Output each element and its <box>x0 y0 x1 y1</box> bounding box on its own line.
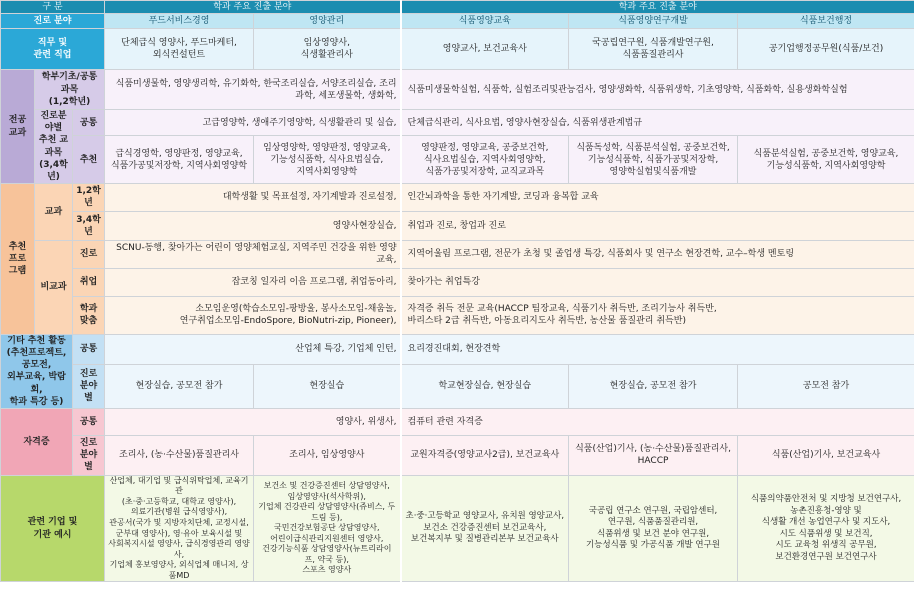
major-common-right: 단체급식관리, 식사요법, 영양사현장실습, 식품위생관계법규 <box>401 110 914 136</box>
job-cell-4: 국공립연구원, 식품개발연구원, 식품품질관리사 <box>569 29 738 70</box>
header-col-education: 식품영양교육 <box>401 14 569 29</box>
other-common-left: 산업체 특강, 기업체 인턴, <box>105 334 401 364</box>
program-career-right: 지역어울림 프로그램, 전문가 초청 및 졸업생 특강, 식품회사 및 연구소 현장견학, 교수–학생 멘토링 <box>401 240 914 268</box>
program-employ-right: 찾아가는 취업특강 <box>401 268 914 296</box>
other-cell-3: 학교현장실습, 현장실습 <box>401 364 569 408</box>
major-common-left: 고급영양학, 생애주기영양학, 식생활관리 및 실습, <box>105 110 401 136</box>
program-career-left: SCNU-동행, 찾아가는 어린이 영양체험교실, 지역주민 건강을 위한 영양교육, <box>105 240 401 268</box>
program-y34-left: 영양사현장실습, <box>105 211 401 240</box>
program-extra-label: 비교과 <box>35 240 73 334</box>
header-col-research: 식품영양연구개발 <box>569 14 738 29</box>
program-custom-right: 자격증 취득 전문 교육(HACCP 팀장교육, 식품기사 취득반, 조리기능사 취득반, 바리스타 2급 취득반, 아동요리지도사 취득반, 농산물 품질관리 취득반) <box>401 296 914 334</box>
program-career-label: 진로 <box>73 240 105 268</box>
major-label: 전공 교과 <box>1 70 35 184</box>
other-cell-5: 공모전 참가 <box>738 364 914 408</box>
cert-common-left: 영양사, 위생사, <box>105 408 401 435</box>
other-cell-2: 현장실습 <box>254 364 401 408</box>
cert-cell-5: 식품(산업)기사, 보건교육사 <box>738 435 914 475</box>
major-rec-cell-3: 영양판정, 영양교육, 공중보건학, 식사요법실습, 지역사회영양학, 식품가공및저장학, 교직교과목 <box>401 136 569 184</box>
job-cell-2: 임상영양사, 식생활관리사 <box>254 29 401 70</box>
job-label: 직무 및 관련 직업 <box>1 29 105 70</box>
program-y12-left: 대학생활 및 목표설정, 자기계발과 진로설정, <box>105 183 401 211</box>
cert-common-label: 공통 <box>73 408 105 435</box>
other-label: 기타 추천 활동 (추천프로젝트, 공모전, 외부교육, 박람회, 학과 특강 등) <box>1 334 73 408</box>
program-label: 추천 프로 그램 <box>1 183 35 334</box>
job-cell-1: 단체급식 영양사, 푸드마케터, 외식컨설턴트 <box>105 29 254 70</box>
cert-track-label: 진로 분야별 <box>73 435 105 475</box>
program-custom-label: 학과 맞춤 <box>73 296 105 334</box>
program-y34-label: 3,4학년 <box>73 211 105 240</box>
program-y12-right: 인간뇌과학을 통한 자기계발, 코딩과 융복합 교육 <box>401 183 914 211</box>
job-cell-3: 영양교사, 보건교육사 <box>401 29 569 70</box>
major-track-label: 진로분야별 추천 교과목 (3,4학년) <box>35 110 73 184</box>
major-basic-right: 식품미생물학실험, 식품학, 실험조리및관능검사, 영양생화학, 식품위생학, 기초영양학, 식품화학, 실용생화학실험 <box>401 70 914 110</box>
major-basic-label: 학부기초/공통과목 (1,2학년) <box>35 70 105 110</box>
major-rec-label: 추천 <box>73 136 105 184</box>
other-common-right: 요리경진대회, 현장견학 <box>401 334 914 364</box>
header-col-admin: 식품보건행정 <box>738 14 914 29</box>
org-label: 관련 기업 및 기관 예시 <box>1 475 105 581</box>
header-gubun: 구 분 <box>1 1 105 14</box>
cert-common-right: 컴퓨터 관련 자격증 <box>401 408 914 435</box>
cert-cell-3: 교원자격증(영양교사2급), 보건교육사 <box>401 435 569 475</box>
cert-cell-2: 조리사, 임상영양사 <box>254 435 401 475</box>
other-cell-1: 현장실습, 공모전 참가 <box>105 364 254 408</box>
program-y34-right: 취업과 진로, 창업과 진로 <box>401 211 914 240</box>
major-common-label: 공통 <box>73 110 105 136</box>
header-career: 진로 분야 <box>1 14 105 29</box>
org-cell-4: 국공립 연구소 연구원, 국립암센터, 연구원, 식품품질관리원, 식품위생 및 보건 분야 연구원, 기능성식품 및 가공식품 개발 연구원 <box>569 475 738 581</box>
major-basic-left: 식품미생물학, 영양생리학, 유기화학, 한국조리실습, 서양조리실습, 조리과학, 세포생물학, 생화학, <box>105 70 401 110</box>
org-cell-5: 식품의약품안전처 및 지방청 보건연구사, 농촌진흥청-영양 및 식생활 개선 농업연구사 및 지도사, 시도 식품위생 및 보건직, 시도 교육청 위생직 공무원, 보건환경연구원 보건연구사 <box>738 475 914 581</box>
header-field-right: 학과 주요 진출 분야 <box>401 1 914 14</box>
program-custom-left: 소모임운영(학습소모임-팡방울, 봉사소모임-채움놀, 연구취업소모임-EndoSpore, BioNutri-zip, Pioneer), <box>105 296 401 334</box>
header-col-foodservice: 푸드서비스경영 <box>105 14 254 29</box>
cert-cell-4: 식품(산업)기사, (농·수산물)품질관리사, HACCP <box>569 435 738 475</box>
cert-cell-1: 조리사, (농·수산물)품질관리사 <box>105 435 254 475</box>
program-employ-left: 잡코칭 일자리 이음 프로그램, 취업동아리, <box>105 268 401 296</box>
other-track-label: 진로 분야별 <box>73 364 105 408</box>
program-y12-label: 1,2학년 <box>73 183 105 211</box>
job-cell-5: 공기업행정공무원(식품/보건) <box>738 29 914 70</box>
other-common-label: 공통 <box>73 334 105 364</box>
major-rec-cell-2: 임상영양학, 영양판정, 영양교육, 기능성식품학, 식사요법실습, 지역사회영양학 <box>254 136 401 184</box>
cert-label: 자격증 <box>1 408 73 475</box>
header-col-nutrition-mgmt: 영양관리 <box>254 14 401 29</box>
program-employ-label: 취업 <box>73 268 105 296</box>
major-rec-cell-5: 식품분석실험, 공중보건학, 영양교육, 기능성식품학, 지역사회영양학 <box>738 136 914 184</box>
header-field-left: 학과 주요 진출 분야 <box>105 1 401 14</box>
major-rec-cell-4: 식품독성학, 식품분석실험, 공중보건학, 기능성식품학, 식품가공및저장학, 영양학실험및식품개발 <box>569 136 738 184</box>
org-cell-1: 산업체, 대기업 및 급식위탁업체, 교육기관 (초·중·고등학교, 대학교 영양사), 의료기관(병원 급식영양사), 관공서(국가 및 지방자치단체, 교정시설, 군부대 영양사), 영·유아 보육시설 및 사회복지시설 영양사, 급식경영관리 영양사, 기업체 홍보영양사, 외식업체 매니저, 상품MD <box>105 475 254 581</box>
org-cell-2: 보건소 및 건강증진센터 상담영양사, 임상영양사(석사학위), 기업체 건강관리 상담영양사(쥬비스, 두드림 등), 국민건강보험공단 상담영양사, 어린이급식관리지원센터 영양사, 건강기능식품 상담영양사(뉴트리라이프, 약국 등), 스포츠 영양사 <box>254 475 401 581</box>
major-rec-cell-1: 급식경영학, 영양판정, 영양교육, 식품가공및저장학, 지역사회영양학 <box>105 136 254 184</box>
other-cell-4: 현장실습, 공모전 참가 <box>569 364 738 408</box>
org-cell-3: 초·중·고등학교 영양교사, 유치원 영양교사, 보건소 건강증진센터 보건교육사, 보건복지부 및 질병관리본부 보건교육사 <box>401 475 569 581</box>
program-course-label: 교과 <box>35 183 73 240</box>
